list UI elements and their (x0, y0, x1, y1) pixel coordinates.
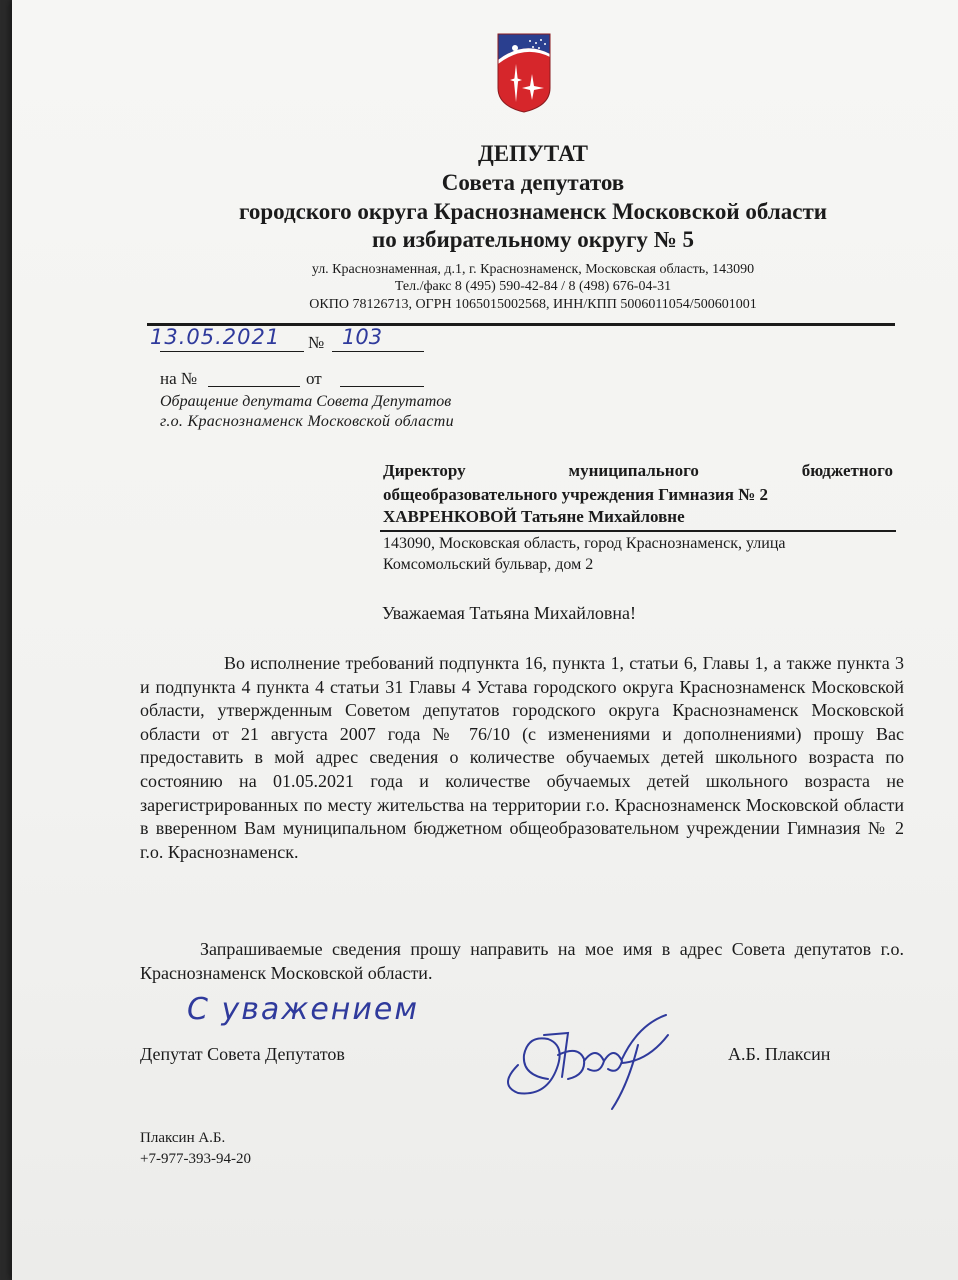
recipient-address-line2: Комсомольский бульвар, дом 2 (383, 556, 594, 573)
recipient-institution: общеобразовательного учреждения Гимназия № 2 (383, 485, 769, 504)
recipient-word: муниципального (568, 461, 699, 480)
number-underline (332, 351, 424, 352)
date-underline (160, 351, 304, 352)
city-emblem-icon (484, 30, 564, 114)
greeting: Уважаемая Татьяна Михайловна! (381, 603, 637, 623)
recipient-word: Директору (383, 461, 466, 480)
signature-icon (488, 1005, 688, 1115)
number-sign: № (308, 333, 325, 352)
appeal-subject-line1: Обращение депутата Совета Депутатов (160, 393, 452, 410)
appeal-subject-line2: г.о. Краснознаменск Московской области (160, 413, 454, 430)
header-title: ДЕПУТАТ (477, 141, 589, 166)
signatory-title: Депутат Совета Депутатов (140, 1044, 345, 1064)
recipient-word: бюджетного (801, 461, 893, 480)
reference-from-label: от (306, 369, 322, 388)
address-registry: ОКПО 78126713, ОГРН 1065015002568, ИНН/КПП 5006011054/500601001 (309, 297, 757, 312)
reference-label: на № (160, 369, 198, 388)
registration-date: 13.05.2021 (150, 325, 281, 349)
body-paragraph: Запрашиваемые сведения прошу направить на мое имя в адрес Совета депутатов г.о. Краснознаменск Московской области. (140, 939, 904, 983)
header-district: городского округа Краснознаменск Московской области (238, 199, 828, 224)
contact-name: Плаксин А.Б. (140, 1130, 226, 1146)
reference-date-underline (340, 386, 424, 387)
body-paragraph: Во исполнение требований подпункта 16, пункта 1, статьи 6, Главы 1, а также пункта 3 и подпункта 4 пункта 4 статьи 31 Главы 4 Устава городского округа Краснознаменск Московской области, утвержденным Советом депутатов городского округа Краснознаменск Московской области от 21 августа 2007 года № 76/10 (с изменениями и дополнениями) прошу Вас предоставить в мой адрес сведения о количестве обучаемых детей школьного возраста по состоянию на 01.05.2021 года и количестве обучаемых детей школьного возраста не зарегистрированных по месту жительства на территории г.о. Краснознаменск Московской области в вверенном Вам муниципальном бюджетном общеобразовательном учреждении Гимназия № 2 г.о. Краснознаменск. (140, 653, 904, 862)
address-street: ул. Краснознаменная, д.1, г. Краснознаменск, Московская область, 143090 (311, 262, 755, 277)
recipient-position (383, 461, 893, 481)
header-council: Совета депутатов (441, 170, 625, 195)
registration-number: 103 (342, 325, 383, 349)
reference-number-underline (208, 386, 300, 387)
header-constituency: по избирательному округу № 5 (371, 227, 695, 252)
contact-phone: +7-977-393-94-20 (140, 1151, 251, 1167)
signatory-name: А.Б. Плаксин (728, 1044, 831, 1064)
recipient-divider (380, 530, 896, 532)
recipient-name: ХАВРЕНКОВОЙ Татьяне Михайловне (383, 507, 685, 526)
address-phone: Тел./факс 8 (495) 590-42-84 / 8 (498) 676-04-31 (394, 279, 672, 294)
handwritten-closing: С уважением (187, 992, 419, 1027)
letter-page (12, 0, 958, 1280)
recipient-address-line1: 143090, Московская область, город Краснознаменск, улица (383, 535, 786, 552)
